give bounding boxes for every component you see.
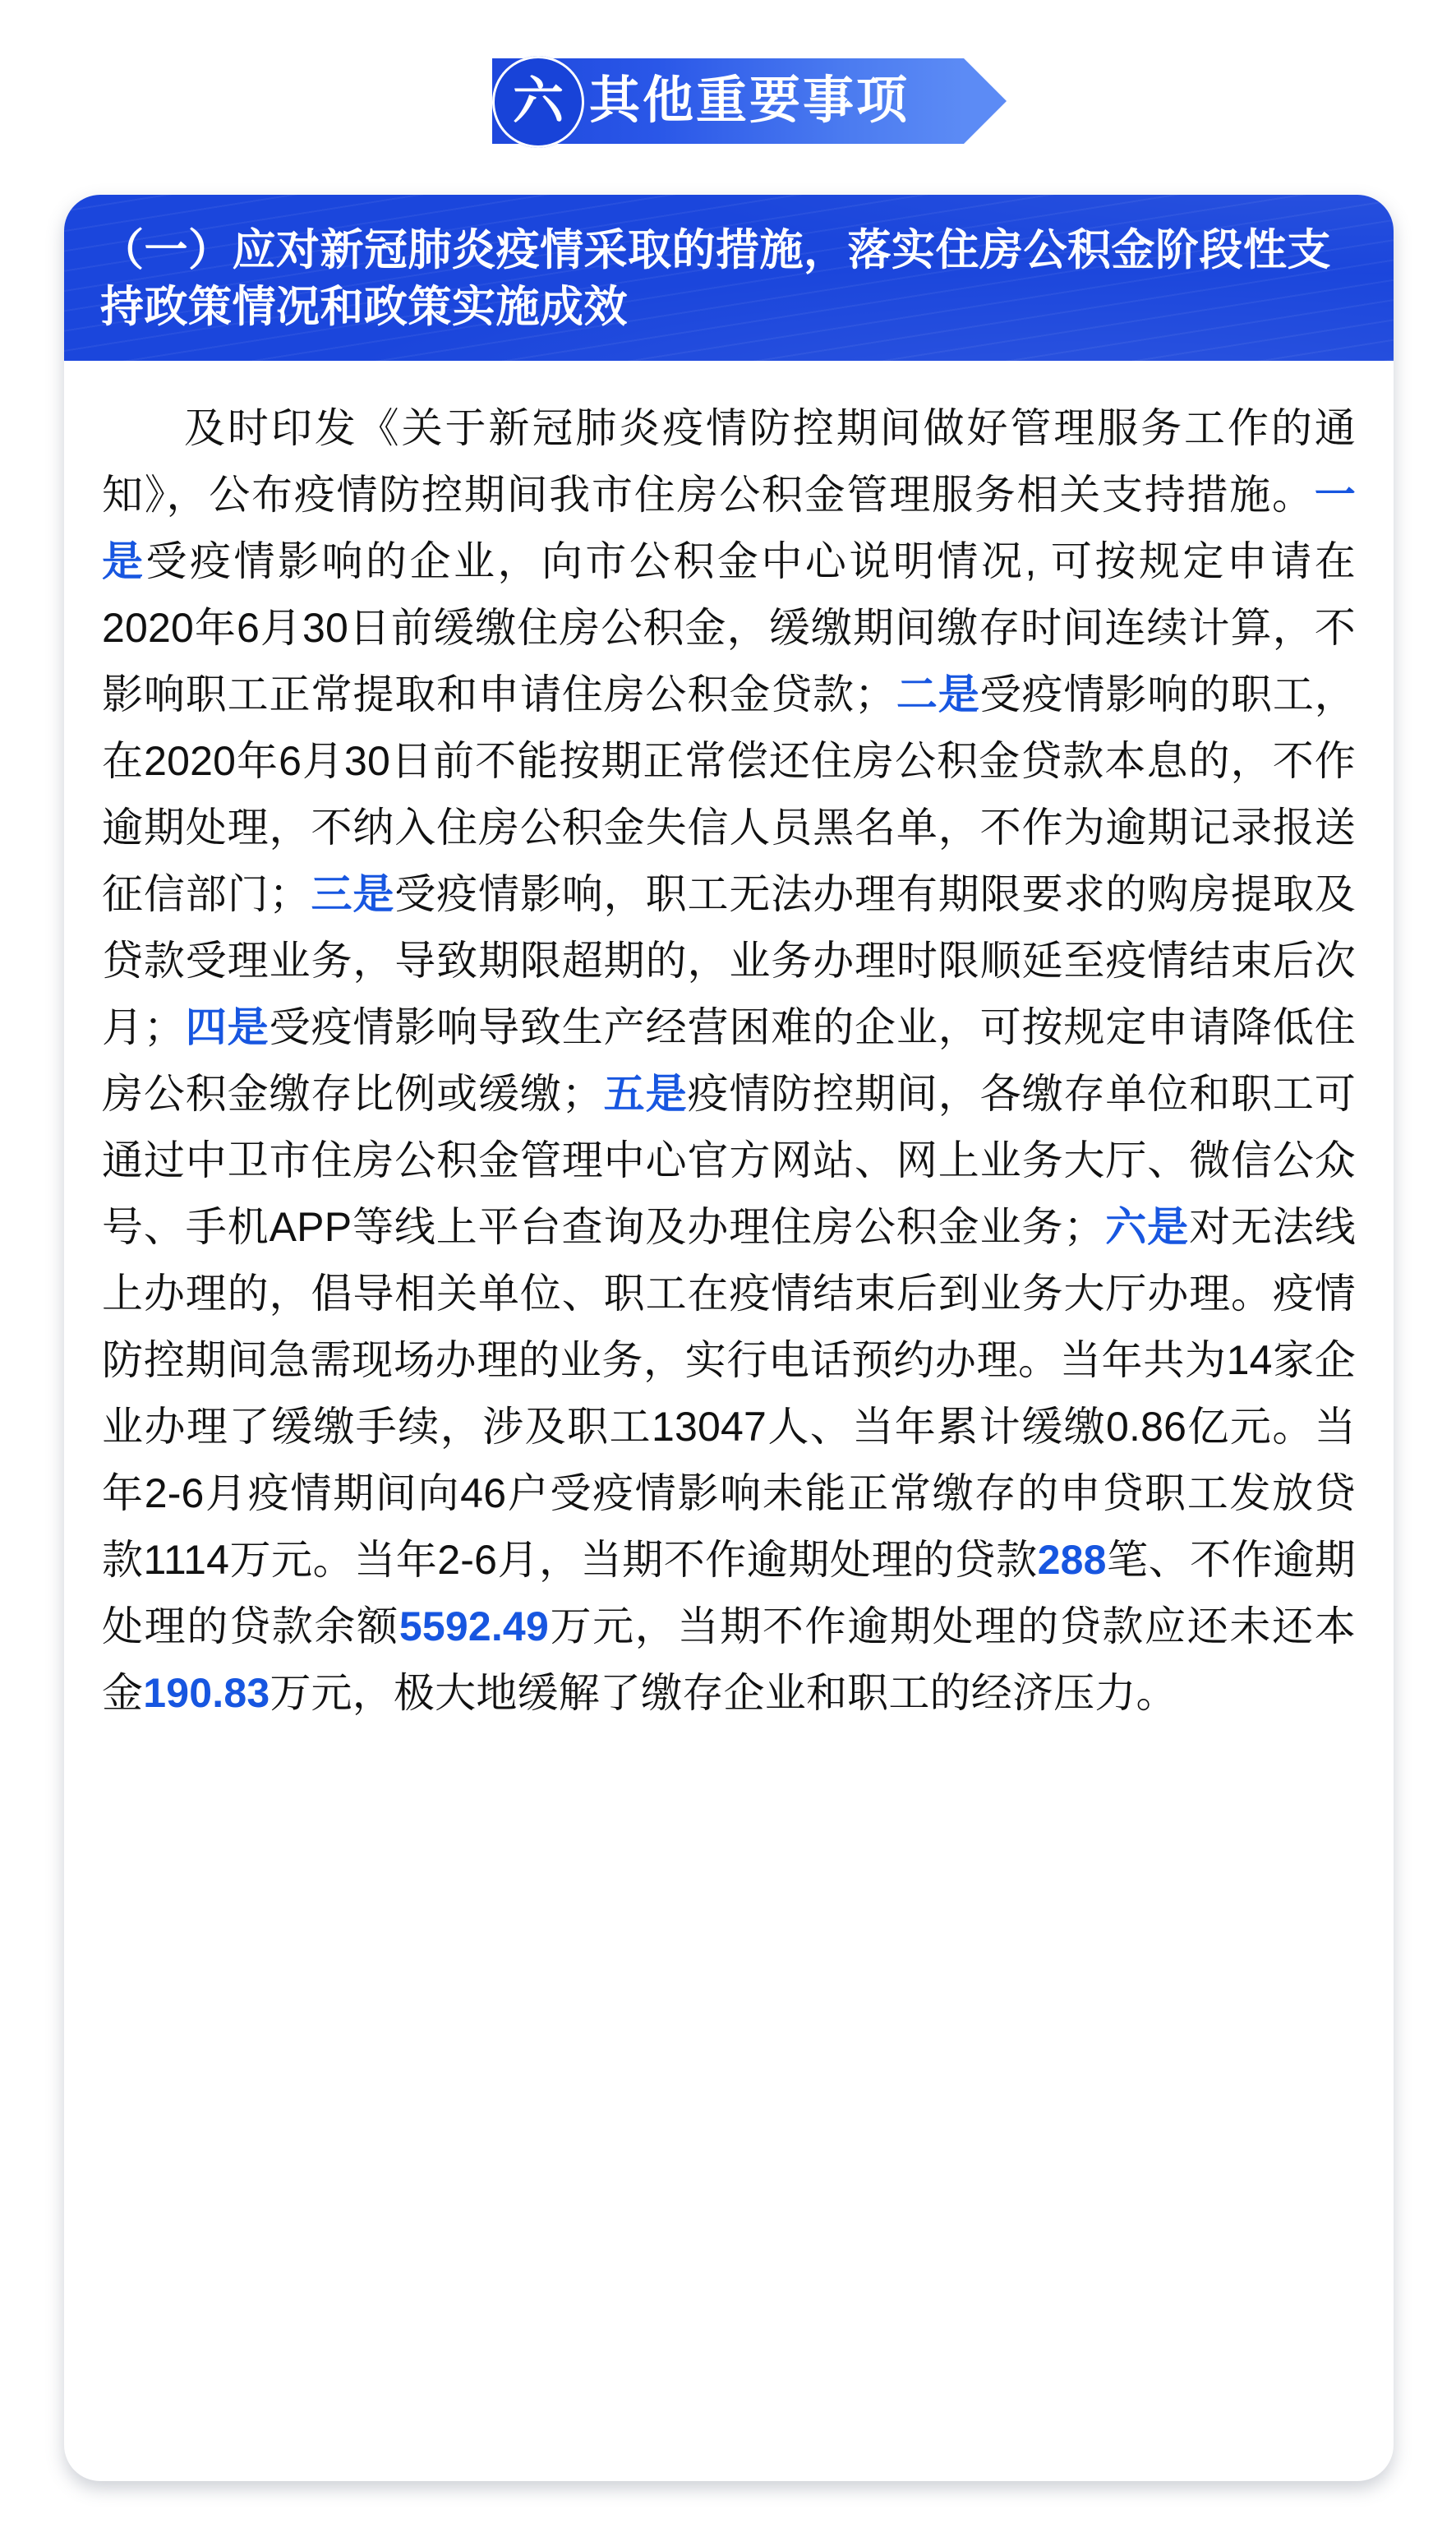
body-sentence-4: 受疫情影响，职工无法办理有期限要求的购房提取及贷款受理业务，导致期限超期的，业务办理时限顺延至疫情结束后次月； [102, 870, 1356, 1050]
body-sentence-10: 万元，极大地缓解了缴存企业和职工的经济压力。 [270, 1669, 1177, 1716]
body-sentence-3: 受疫情影响的职工，在2020年6月30日前不能按期正常偿还住房公积金贷款本息的，不作逾期处理，不纳入住房公积金失信人员黑名单，不作为逾期记录报送征信部门； [102, 671, 1356, 917]
body-sentence-2: 受疫情影响的企业，向市公积金中心说明情况, 可按规定申请在2020年6月30日前缓缴住房公积金，缓缴期间缴存时间连续计算，不影响职工正常提取和申请住房公积金贷款； [102, 537, 1356, 717]
stat-unpaid-principal: 190.83 [143, 1669, 270, 1716]
body-sentence-7: 对无法线上办理的，倡导相关单位、职工在疫情结束后到业务大厅办理。疫情防控期间急需现场办理的业务，实行电话预约办理。当年共为14家企业办理了缓缴手续，涉及职工13047人、当年累计缓缴0.86亿元。当年2-6月疫情期间向46户受疫情影响未能正常缴存的申贷职工发放贷款1114万元。当年2-6月，当期不作逾期处理的贷款 [102, 1203, 1356, 1583]
keyword-sixth: 六是 [1104, 1203, 1190, 1250]
body-sentence-8: 笔、不作逾期处理的贷款余额 [102, 1536, 1356, 1649]
keyword-third: 三是 [310, 870, 395, 917]
keyword-fifth: 五是 [602, 1070, 688, 1117]
keyword-first: 一是 [102, 471, 1356, 584]
body-sentence-1: 及时印发《关于新冠肺炎疫情防控期间做好管理服务工作的通知》，公布疫情防控期间我市住房公积金管理服务相关支持措施。 [102, 404, 1356, 518]
stat-loan-count: 288 [1037, 1536, 1107, 1583]
banner-shape [492, 58, 964, 144]
body-sentence-9: 万元，当期不作逾期处理的贷款应还未还本金 [102, 1603, 1356, 1716]
keyword-second: 二是 [896, 671, 980, 717]
section-title: 其他重要事项 [588, 72, 910, 129]
body-sentence-6: 疫情防控期间，各缴存单位和职工可通过中卫市住房公积金管理中心官方网站、网上业务大厅、微信公众号、手机APP等线上平台查询及办理住房公积金业务； [102, 1070, 1356, 1250]
section-banner [0, 39, 1456, 163]
body-paragraph [102, 395, 1356, 1727]
card-body [64, 361, 1394, 1776]
keyword-fourth: 四是 [185, 1003, 270, 1050]
stat-loan-balance: 5592.49 [399, 1603, 549, 1649]
banner-bar [492, 58, 964, 144]
subsection-heading: （一）应对新冠肺炎疫情采取的措施，落实住房公积金阶段性支持政策情况和政策实施成效 [100, 226, 1331, 331]
section-number-badge: 六 [492, 56, 584, 148]
card-header [64, 195, 1394, 361]
content-card [64, 195, 1394, 2481]
body-sentence-5: 受疫情影响导致生产经营困难的企业，可按规定申请降低住房公积金缴存比例或缓缴； [102, 1003, 1356, 1117]
